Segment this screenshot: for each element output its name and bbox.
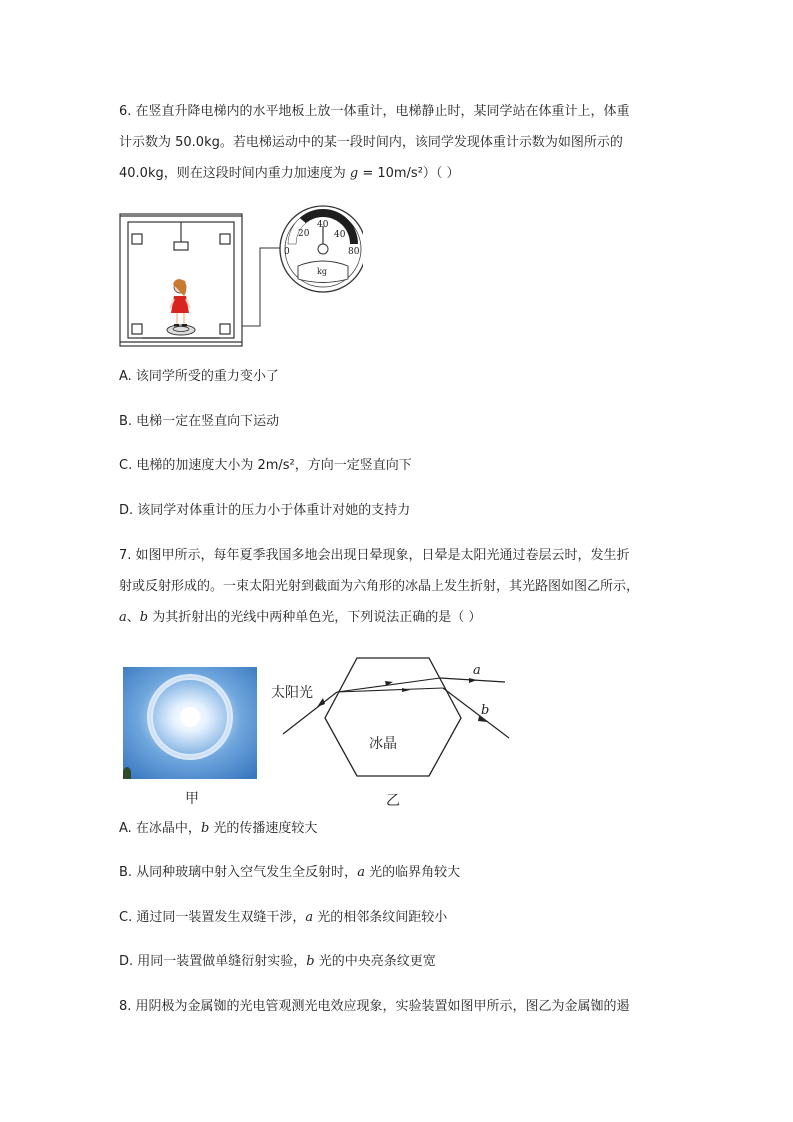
sunlight-label: 太阳光 (271, 685, 313, 701)
q6-option-c[interactable]: C. 电梯的加速度大小为 2m/s²，方向一定竖直向下 (119, 458, 412, 473)
q6-text-line-2: 计示数为 50.0kg。若电梯运动中的某一段时间内，该同学发现体重计示数为如图所示的 (119, 135, 623, 150)
scale-unit-label: kg (317, 267, 327, 276)
q7-text-line-3 (119, 608, 481, 628)
q7-option-a-post: 光的传播速度较大 (209, 821, 318, 836)
q7-option-c-post: 光的相邻条纹间距较小 (313, 910, 448, 925)
scale-tick-20: 20 (298, 229, 310, 239)
q7-option-b-post: 光的临界角较大 (364, 865, 461, 880)
q7-sep: 、 (126, 610, 140, 625)
q7-var-b: b (139, 610, 149, 625)
q7-option-b-pre: B. 从同种玻璃中射入空气发生全反射时， (119, 865, 358, 880)
q6-text-line-3 (119, 164, 460, 184)
ray-b-label: b (481, 703, 490, 718)
figure-yi-caption: 乙 (386, 793, 400, 809)
q7-text-line-3-post: 为其折射出的光线中两种单色光，下列说法正确的是（ ） (148, 610, 482, 625)
q6-option-b[interactable]: B. 电梯一定在竖直向下运动 (119, 414, 280, 429)
q6-option-a[interactable]: A. 该同学所受的重力变小了 (119, 369, 279, 384)
scale-tick-80: 80 (348, 247, 360, 257)
q6-var-g: g (349, 166, 359, 181)
elevator-scale-figure (118, 204, 363, 350)
q8-text-line-1: 8. 用阴极为金属铷的光电管观测光电效应现象，实验装置如图甲所示，图乙为金属铷的遏 (119, 999, 630, 1014)
q7-option-c[interactable] (119, 908, 447, 928)
q7-option-b[interactable] (119, 863, 460, 883)
q6-text-line-3-post: = 10m/s²）（ ） (358, 166, 460, 181)
student-girl-icon (167, 279, 195, 335)
q7-text-line-1: 7. 如图甲所示，每年夏季我国多地会出现日晕现象，日晕是太阳光通过卷层云时，发生折 (119, 548, 630, 563)
q7-option-d-post: 光的中央亮条纹更宽 (314, 954, 436, 969)
ice-crystal-diagram (265, 652, 515, 782)
q7-option-b-var: a (357, 865, 365, 880)
q7-option-d[interactable] (119, 952, 436, 972)
q7-text-line-2: 射或反射形成的。一束太阳光射到截面为六角形的冰晶上发生折射，其光路图如图乙所示， (119, 579, 640, 594)
ice-crystal-label: 冰晶 (369, 736, 397, 752)
figure-jia-caption: 甲 (185, 791, 199, 807)
scale-cable (242, 248, 280, 326)
scale-tick-0: 0 (284, 247, 290, 257)
scale-tick-40-top: 40 (317, 220, 329, 230)
q7-option-a-pre: A. 在冰晶中， (119, 821, 201, 836)
q7-option-d-pre: D. 用同一装置做单缝衍射实验， (119, 954, 307, 969)
q7-option-c-var: a (305, 910, 314, 925)
q7-option-c-pre: C. 通过同一装置发生双缝干涉， (119, 910, 306, 925)
q6-text-line-3-pre: 40.0kg，则在这段时间内重力加速度为 (119, 166, 350, 181)
q7-option-a[interactable] (119, 819, 317, 839)
q6-option-d[interactable]: D. 该同学对体重计的压力小于体重计对她的支持力 (119, 503, 411, 518)
q7-option-d-var: b (306, 954, 315, 969)
scale-dial-icon (280, 206, 363, 292)
sun-halo-photo (123, 667, 257, 779)
q7-option-a-var: b (200, 821, 210, 836)
q6-text-line-1: 6. 在竖直升降电梯内的水平地板上放一体重计，电梯静止时，某同学站在体重计上，体重 (119, 104, 630, 119)
scale-tick-40-right: 40 (334, 230, 346, 240)
ray-a-label: a (473, 663, 481, 678)
q7-var-a: a (119, 610, 127, 625)
